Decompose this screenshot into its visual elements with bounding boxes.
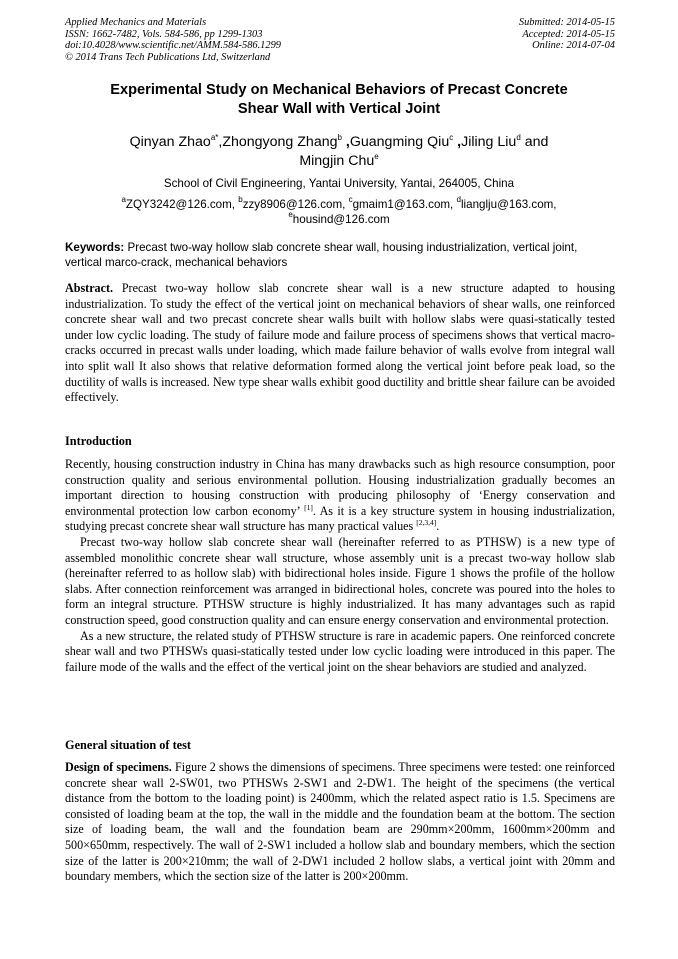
- intro-p1-text: .: [436, 519, 440, 534]
- intro-paragraph-1: [65, 457, 615, 535]
- paper-title-line-1: Experimental Study on Mechanical Behaviors of Precast Concrete: [110, 82, 568, 98]
- author-line-1: [40, 133, 638, 152]
- design-of-specimens: [65, 760, 615, 885]
- design-label: Design of specimens.: [65, 760, 172, 774]
- keywords: [65, 240, 615, 270]
- author-name: Jiling Liu: [461, 134, 517, 150]
- email-address: housind@126.com: [292, 213, 390, 226]
- general-situation-heading: General situation of test: [65, 738, 192, 752]
- submitted-date: Submitted: 2014-05-15: [518, 17, 615, 28]
- online-date: Online: 2014-07-04: [532, 40, 615, 52]
- email-entry[interactable]: [121, 195, 236, 211]
- email-marker: c: [348, 195, 353, 204]
- intro-p1-text: . As it is a key structure system in housing industrialization, studying precast concrete shear wall structure has many practical values: [65, 503, 615, 534]
- author-marker: a*: [210, 133, 219, 142]
- email-address: zzy8906@126.com,: [242, 198, 346, 211]
- email-entry[interactable]: [348, 195, 454, 211]
- author-name: Mingjin Chu: [299, 153, 375, 169]
- author-name: Zhongyong Zhang: [222, 134, 338, 150]
- author-separator: ,: [453, 134, 462, 150]
- email-list: [40, 197, 638, 227]
- keywords-label: Keywords:: [65, 241, 125, 254]
- intro-p1-text: Recently, housing construction industry in China has many drawbacks such as high resource consumption, poor construction quality and serious environmental pollution. Housing industrialization gradually becomes an important direction to housing construction with producing philosophy of ‘Energy conservation and environmental protection low carbon economy’: [65, 457, 615, 518]
- journal-name: Applied Mechanics and Materials: [65, 17, 207, 28]
- email-address: ZQY3242@126.com,: [125, 198, 236, 211]
- design-text: Figure 2 shows the dimensions of specimens. Three specimens were tested: one reinforced concrete shear wall 2-SW01, two PTHSWs 2-SW1 and 2-DW1. The height of the specimens (the vertical distance from the bottom to the loading point) is 2400mm, which the related aspect ratio is 1.5. Specimens are consisted of loading beam at the top, the wall in the middle and the foundation beam at the bottom. The section size of loading beam, the wall and the foundation beam are 290mm×200mm, 1600mm×200mm and 500×650mm, respectively. The wall of 2-SW1 included a hollow slab and boundary members, which the section size of the latter is 200×210mm; the wall of 2-DW1 included 2 hollow slabs, a vertical joint with 20mm and boundary members, which the section size of the latter is 200×200mm.: [65, 760, 615, 884]
- email-line-2: [40, 212, 638, 227]
- doi-link[interactable]: doi:10.4028/www.scientific.net/AMM.584-586.1299: [65, 40, 281, 52]
- copyright-line: © 2014 Trans Tech Publications Ltd, Switzerland: [65, 52, 271, 64]
- intro-paragraph-3: As a new structure, the related study of PTHSW structure is rare in academic papers. One reinforced concrete shear wall and two PTHSWs quasi-statically tested under low cyclic loading were introduced in this paper. The failure mode of the walls and the effect of the vertical joint on the shear behaviors are studied and analyzed.: [65, 628, 615, 674]
- abstract-text: Precast two-way hollow slab concrete shear wall is a new structure adapted to housing industrialization. To study the effect of the vertical joint on mechanical behaviors of shear walls, one reinforced concrete shear wall and two precast concrete shear walls built with hollow slabs were quasi-statically tested under low cyclic loading. The study of failure mode and failure process of specimens shows that vertical macro-cracks occurred in precast walls under loading, which made failure behavior of walls evolve from integral wall into split wall It also shows that relative deformation formed along the vertical joint before peak load, so the ductility of walls is increased. New type shear walls exhibit good ductility and brittle shear failure can be avoided effectively.: [65, 281, 615, 405]
- paper-title: [40, 81, 638, 119]
- affiliation: School of Civil Engineering, Yantai University, Yantai, 264005, China: [163, 177, 515, 190]
- email-entry[interactable]: [456, 195, 557, 211]
- journal-header-left: [65, 17, 281, 64]
- journal-header-right: [519, 17, 615, 52]
- introduction-body: [65, 457, 615, 675]
- author-line-2: [40, 152, 638, 171]
- author-list: [40, 133, 638, 171]
- introduction-heading: Introduction: [65, 434, 132, 448]
- author-name: Guangming Qiu: [349, 134, 450, 150]
- abstract-label: Abstract.: [65, 281, 114, 295]
- author-marker: c: [449, 133, 454, 142]
- email-address: lianglju@163.com,: [460, 198, 557, 211]
- paper-title-line-2: Shear Wall with Vertical Joint: [237, 101, 441, 117]
- email-marker: d: [456, 195, 461, 204]
- author-marker: e: [374, 152, 379, 161]
- citation-ref[interactable]: [1]: [304, 502, 313, 512]
- issn-line: ISSN: 1662-7482, Vols. 584-586, pp 1299-1303: [65, 28, 263, 40]
- author-marker: b: [337, 133, 342, 142]
- author-name: Qinyan Zhao: [129, 134, 211, 150]
- author-marker: d: [516, 133, 521, 142]
- email-address: gmaim1@163.com,: [352, 198, 454, 211]
- abstract: [65, 281, 615, 406]
- email-line-1: [40, 197, 638, 212]
- author-separator: ,: [218, 134, 223, 150]
- email-marker: b: [238, 195, 243, 204]
- email-marker: a: [121, 195, 126, 204]
- author-separator: ,: [341, 134, 350, 150]
- accepted-date: Accepted: 2014-05-15: [522, 28, 615, 40]
- email-marker: e: [288, 210, 293, 219]
- intro-paragraph-2: Precast two-way hollow slab concrete shear wall (hereinafter referred to as PTHSW) is a new type of assembled monolithic concrete shear wall structure, whose assembly unit is a precast two-way hollow slab (hereinafter referred to as hollow slab) with bidirectional holes inside. Figure 1 shows the profile of the hollow slabs. After connection reinforcement was arranged in bidirectional holes, concrete was poured into the holes to form an integral structure. PTHSW structure is highly industrialized. It has many advantages such as rapid construction speed, good construction quality and can ensure energy conservation and environmental protection.: [65, 534, 615, 627]
- author-separator: and: [520, 134, 549, 150]
- keywords-text: Precast two-way hollow slab concrete shear wall, housing industrialization, vertical joint, vertical marco-crack, mechanical behaviors: [65, 241, 578, 269]
- citation-ref[interactable]: [2,3,4]: [416, 518, 437, 528]
- email-entry[interactable]: [288, 210, 390, 226]
